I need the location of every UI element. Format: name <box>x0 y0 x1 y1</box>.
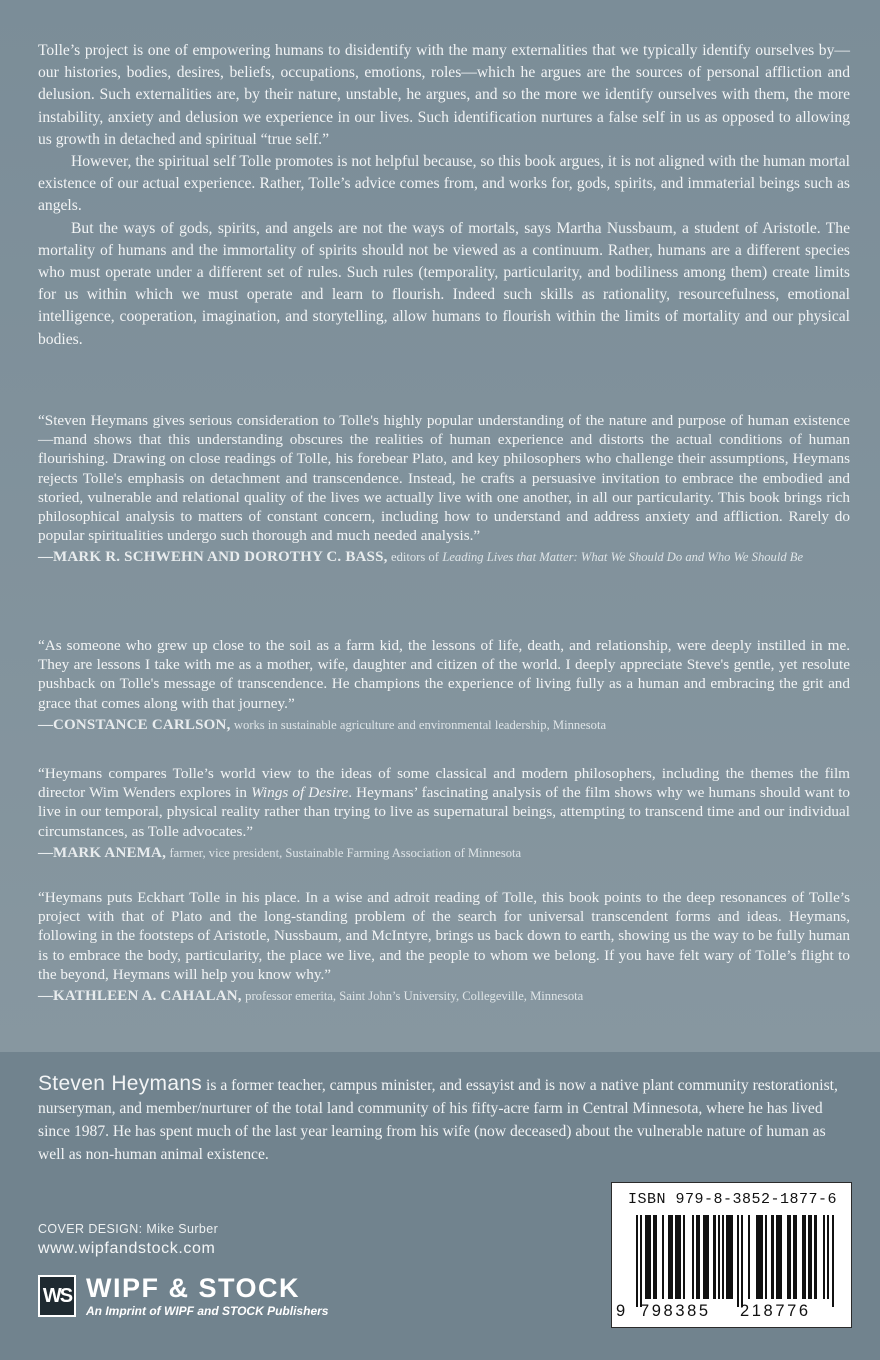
author-bio <box>38 1072 850 1166</box>
barcode-bar <box>722 1215 724 1299</box>
barcode-bar <box>741 1215 743 1307</box>
isbn-barcode <box>611 1182 852 1328</box>
endorser-role: professor emerita, Saint John’s University, Collegeville, Minnesota <box>245 989 584 1004</box>
barcode-bar <box>823 1215 825 1299</box>
barcode-bars <box>636 1215 846 1305</box>
barcode-bar <box>780 1215 782 1299</box>
barcode-bar <box>649 1215 651 1299</box>
barcode-bar <box>737 1215 739 1307</box>
endorsement-text: “Steven Heymans gives serious consideration to Tolle's highly popular understanding of the nature and purpose of human existence—mand shows that this understanding obscures the realities of human experience and distorts the actual conditions of human flourishing. Drawing on close readings of Tolle, his forebear Plato, and key philosophers who challenge their assumptions, Heymans rejects Tolle's emphasis on detachment and transcendence. Instead, he crafts a persuasive invitation to embrace the embodied and storied, vulnerable and relational quality of the lives we actually live with one another, in all our particularity. This book brings rich philosophical analysis to matters of constant concern, including how to understand and address anxiety and affliction. Rarely do popular spiritualities undergo such thorough and much needed analysis.” <box>38 412 850 545</box>
barcode-bar <box>814 1215 816 1299</box>
endorser-name: KATHLEEN A. CAHALAN, <box>53 988 242 1005</box>
author-name: Steven Heymans <box>38 1072 203 1095</box>
barcode-bar <box>640 1215 642 1307</box>
barcode-bar <box>731 1215 733 1299</box>
endorser-role: farmer, vice president, Sustainable Farming Association of Minnesota <box>169 845 522 860</box>
barcode-bar <box>771 1215 773 1299</box>
description-paragraph: However, the spiritual self Tolle promotes is not helpful because, so this book argues, it is not aligned with the human mortal existence of our actual experience. Rather, Tolle’s advice comes from, and works for, gods, spirits, and immaterial beings such as angels. <box>38 153 850 215</box>
barcode-bar <box>765 1215 767 1299</box>
publisher-logo <box>38 1273 368 1323</box>
barcode-digit-lead: 9 <box>616 1302 628 1320</box>
barcode-bar <box>789 1215 791 1299</box>
publisher-website: www.wipfandstock.com <box>38 1240 216 1257</box>
endorser-role: works in sustainable agriculture and environmental leadership, Minnesota <box>233 717 607 732</box>
barcode-bar <box>655 1215 657 1299</box>
barcode-bar <box>748 1215 750 1299</box>
barcode-digits <box>616 1302 852 1322</box>
book-description <box>38 40 850 351</box>
endorsement <box>38 764 850 862</box>
endorsement-attribution: —KATHLEEN A. CAHALAN, professor emerita, Saint John’s University, Collegeville, Minnesota <box>38 988 584 1005</box>
endorsement-text <box>38 764 850 841</box>
barcode-bar <box>662 1215 664 1299</box>
barcode-bar <box>679 1215 681 1299</box>
barcode-bar <box>698 1215 700 1299</box>
endorsement-attribution: —MARK ANEMA, farmer, vice president, Sustainable Farming Association of Minnesota <box>38 844 522 861</box>
publisher-tagline: An Imprint of WIPF and STOCK Publishers <box>86 1304 329 1318</box>
barcode-digits-right: 218776 <box>740 1302 811 1320</box>
endorsement <box>38 636 850 734</box>
endorsement-attribution: —MARK R. SCHWEHN AND DOROTHY C. BASS, editors of Leading Lives that Matter: What We Should Do and Who We Should Be <box>38 549 804 566</box>
barcode-bar <box>718 1215 720 1299</box>
description-paragraph: Tolle’s project is one of empowering humans to disidentify with the many externalities that we typically identify ourselves by—our histories, bodies, desires, beliefs, occupations, emotions, roles—which he argues are the sources of personal affliction and delusion. Such externalities are, by their nature, unstable, he argues, and so the more we identify ourselves with them, the more instability, anxiety and delusion we experience in our lives. Such identification nurtures a false self in us as opposed to allowing us growth in detached and spiritual “true self.” <box>38 42 850 148</box>
endorser-name: MARK R. SCHWEHN AND DOROTHY C. BASS, <box>53 549 388 566</box>
barcode-bar <box>670 1215 672 1299</box>
barcode-bar <box>707 1215 709 1299</box>
barcode-bar <box>810 1215 812 1299</box>
barcode-digits-left: 798385 <box>640 1302 711 1320</box>
barcode-bar <box>832 1215 834 1307</box>
endorsement-text: “As someone who grew up close to the soil as a farm kid, the lessons of life, death, and relationship, were deeply instilled in me. They are lessons I take with me as a mother, wife, daughter and citizen of the world. I deeply appreciate Steve's gentle, yet resolute pushback on Tolle's message of transcendence. He champions the experience of living fully as a human and embracing the grit and grace that comes along with that journey.” <box>38 637 850 712</box>
endorser-role: editors of <box>391 550 439 565</box>
barcode-bar <box>636 1215 638 1307</box>
endorsement <box>38 411 850 566</box>
endorsement <box>38 888 850 1005</box>
endorser-name: MARK ANEMA, <box>53 844 167 861</box>
isbn-label: ISBN 979-8-3852-1877-6 <box>627 1191 838 1208</box>
description-paragraph: But the ways of gods, spirits, and angels are not the ways of mortals, says Martha Nussbaum, a student of Aristotle. The mortality of humans and the immortality of spirits should not be viewed as a continuum. Rather, humans are a different species who must operate under a different set of rules. Such rules (temporality, particularity, and bodiliness among them) create limits for us within which we must operate and learn to flourish. Indeed such skills as rationality, resourcefulness, emotional intelligence, cooperation, imagination, and storytelling, allow humans to flourish within the limits of mortality and our physical bodies. <box>38 219 850 348</box>
ws-logo-icon: WS <box>38 1275 76 1317</box>
endorser-book-title: Leading Lives that Matter: What We Should Do and Who We Should Be <box>442 550 804 565</box>
author-bio-text: is a former teacher, campus minister, and essayist and is now a native plant community restorationist, nurseryman, and member/nurturer of the total land community of his fifty-acre farm in Central Minnesota, where he has lived since 1987. He has spent much of the last year learning from his wife (now deceased) about the vulnerable nature of human as well as non-human animal existence. <box>38 1077 838 1163</box>
endorsement-attribution: —CONSTANCE CARLSON, works in sustainable agriculture and environmental leadership, Minnesota <box>38 716 607 733</box>
barcode-bar <box>827 1215 829 1299</box>
barcode-bar <box>795 1215 797 1299</box>
film-title: Wings of Desire <box>251 784 349 802</box>
barcode-bar <box>761 1215 763 1299</box>
barcode-bar <box>804 1215 806 1299</box>
endorsement-text: “Heymans puts Eckhart Tolle in his place. In a wise and adroit reading of Tolle, this book points to the deep resonances of Tolle’s project with that of Plato and the long-standing problem of the search for universal transcendent forms and ideas. Heymans, following in the footsteps of Aristotle, Nussbaum, and McIntyre, brings us back down to earth, showing us the way to be fully human is to embrace the body, particularity, the place we live, and the people to whom we belong. If you have felt wary of Tolle’s flight to the beyond, Heymans will help you know why.” <box>38 889 850 983</box>
barcode-bar <box>713 1215 715 1299</box>
cover-design-credit: COVER DESIGN: Mike Surber <box>38 1222 219 1236</box>
endorser-name: CONSTANCE CARLSON, <box>53 716 231 733</box>
barcode-bar <box>692 1215 694 1299</box>
barcode-bar <box>683 1215 685 1299</box>
publisher-name: WIPF & STOCK <box>86 1273 301 1303</box>
endorsement-text-part: . Heymans’ fascinating analysis of the film shows why we humans should want to live in our temporal, physical reality rather than trying to live as supernatural beings, attempting to transcend time and our individual circumstances, as Tolle advocates.” <box>38 784 851 840</box>
endorsement-text-part: “Heymans compares Tolle’s world view to the ideas of some classical and modern philosophers, including the themes the film director Wim Wenders explores in <box>38 765 850 802</box>
